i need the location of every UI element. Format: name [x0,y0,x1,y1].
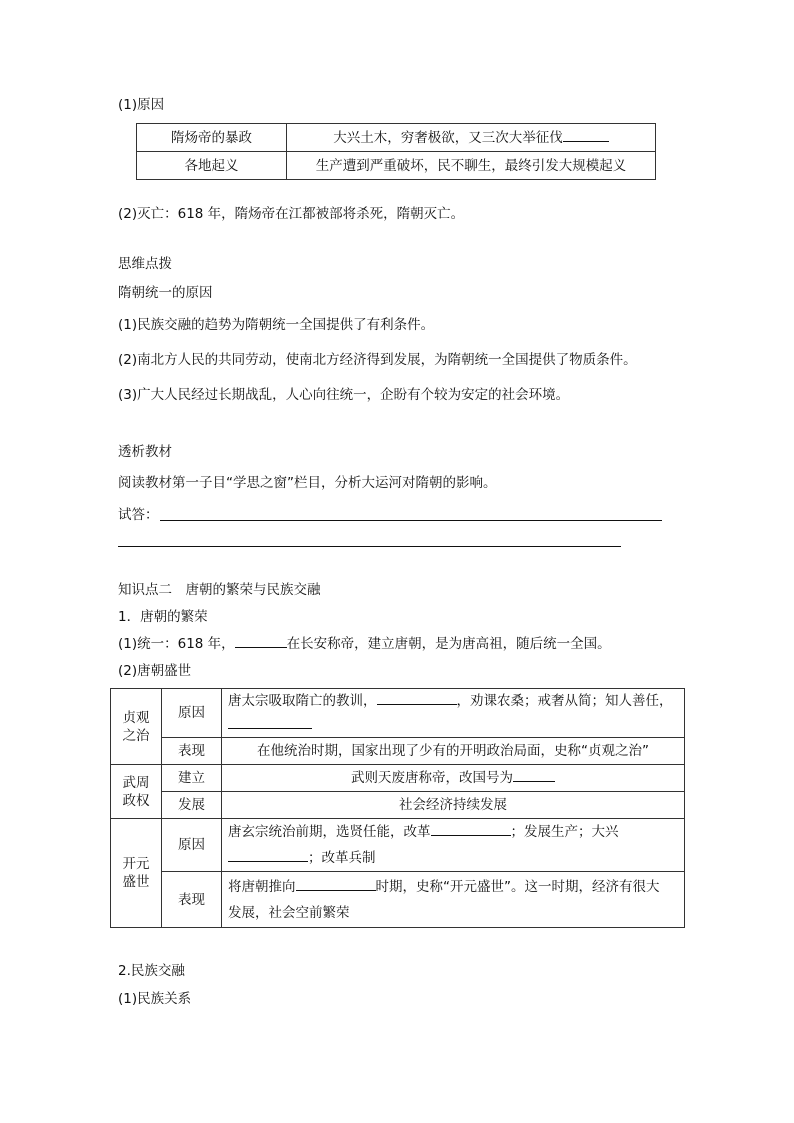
period-name: 贞观 [122,709,150,726]
table-row [111,819,685,872]
cause-heading: (1)原因 [118,97,165,113]
kp2-section-1: 1．唐朝的繁荣 [118,609,208,625]
period-name: 之治 [122,727,150,744]
answer-line[interactable] [160,520,662,521]
fill-blank[interactable] [377,692,457,705]
thinking-title: 思维点拨 [118,256,172,272]
kp2-section-2: 2.民族交融 [118,963,185,979]
answer-line[interactable] [118,546,621,547]
cell-text: ；发展生产；大兴 [510,824,619,840]
table-row [111,872,685,928]
fill-blank[interactable] [296,878,376,891]
ethnic-relations-title: (1)民族关系 [118,991,192,1007]
unify-text-a: (1)统一：618 年， [118,636,235,652]
unify-text [118,635,611,653]
table-row [137,124,656,152]
cell-text: ；改革兵制 [308,850,376,866]
cell-text: 将唐朝推向 [228,878,296,895]
thinking-item: (3)广大人民经过长期战乱，人心向往统一，企盼有个较为安定的社会环境。 [118,387,570,403]
period-cell [111,765,162,819]
table-row [111,792,685,819]
cell-text: 社会经济持续发展 [222,792,685,819]
table-cell [222,872,685,928]
thinking-subtitle: 隋朝统一的原因 [118,285,213,301]
period-name: 开元 [122,856,150,872]
fill-blank[interactable] [513,769,555,782]
table-cell [287,124,656,152]
sui-cause-table [136,123,656,180]
cell-text: 唐玄宗统治前期，选贤任能，改革 [228,824,431,840]
cell-text: 唐太宗吸取隋亡的教训， [228,693,377,709]
kp2-title: 知识点二 唐朝的繁荣与民族交融 [118,582,321,598]
table-row [111,765,685,792]
table-cell [222,765,685,792]
thinking-item: (2)南北方人民的共同劳动，使南北方经济得到发展，为隋朝统一全国提供了物质条件。 [118,352,637,368]
table-row [111,689,685,738]
period-name: 盛世 [122,874,150,890]
row-label: 原因 [162,689,222,738]
fall-text: (2)灭亡：618 年，隋炀帝在江都被部将杀死，隋朝灭亡。 [118,206,465,222]
tang-prosperity-table [110,688,685,928]
row-label: 表现 [162,872,222,928]
answer-label: 试答： [118,507,159,523]
table-cell-label: 各地起义 [137,152,287,180]
table-cell-text: 生产遭到严重破坏，民不聊生，最终引发大规模起义 [287,152,656,180]
table-cell-text: 大兴土木，穷奢极欲，又三次大举征伐 [333,129,563,146]
table-row [111,738,685,765]
fill-blank[interactable] [563,129,609,142]
cell-text: 武则天废唐称帝，改国号为 [351,770,513,786]
row-label: 建立 [162,765,222,792]
table-cell [222,689,685,738]
row-label: 发展 [162,792,222,819]
prosper-title: (2)唐朝盛世 [118,663,192,679]
table-cell [222,819,685,872]
row-label: 原因 [162,819,222,872]
fill-blank[interactable] [431,823,511,836]
table-cell-label: 隋炀帝的暴政 [137,124,287,152]
cell-text: ，劝课农桑；戒奢从简；知人善任， [456,693,673,709]
fill-blank[interactable] [228,716,312,729]
period-cell [111,689,162,765]
cell-text: 发展，社会空前繁荣 [228,904,350,921]
fill-blank[interactable] [235,635,287,648]
cell-text: 时期，史称“开元盛世”。这一时期，经济有很大 [375,878,660,895]
cell-text: 在他统治时期，国家出现了少有的开明政治局面，史称“贞观之治” [222,738,685,765]
period-cell [111,819,162,928]
row-label: 表现 [162,738,222,765]
textbook-title: 透析教材 [118,444,172,460]
table-row [137,152,656,180]
textbook-question: 阅读教材第一子目“学思之窗”栏目，分析大运河对隋朝的影响。 [118,475,497,491]
period-name: 武周 [122,774,150,791]
period-name: 政权 [122,792,150,809]
fill-blank[interactable] [228,849,308,862]
unify-text-b: 在长安称帝，建立唐朝，是为唐高祖，随后统一全国。 [286,636,611,652]
thinking-item: (1)民族交融的趋势为隋朝统一全国提供了有利条件。 [118,317,435,333]
